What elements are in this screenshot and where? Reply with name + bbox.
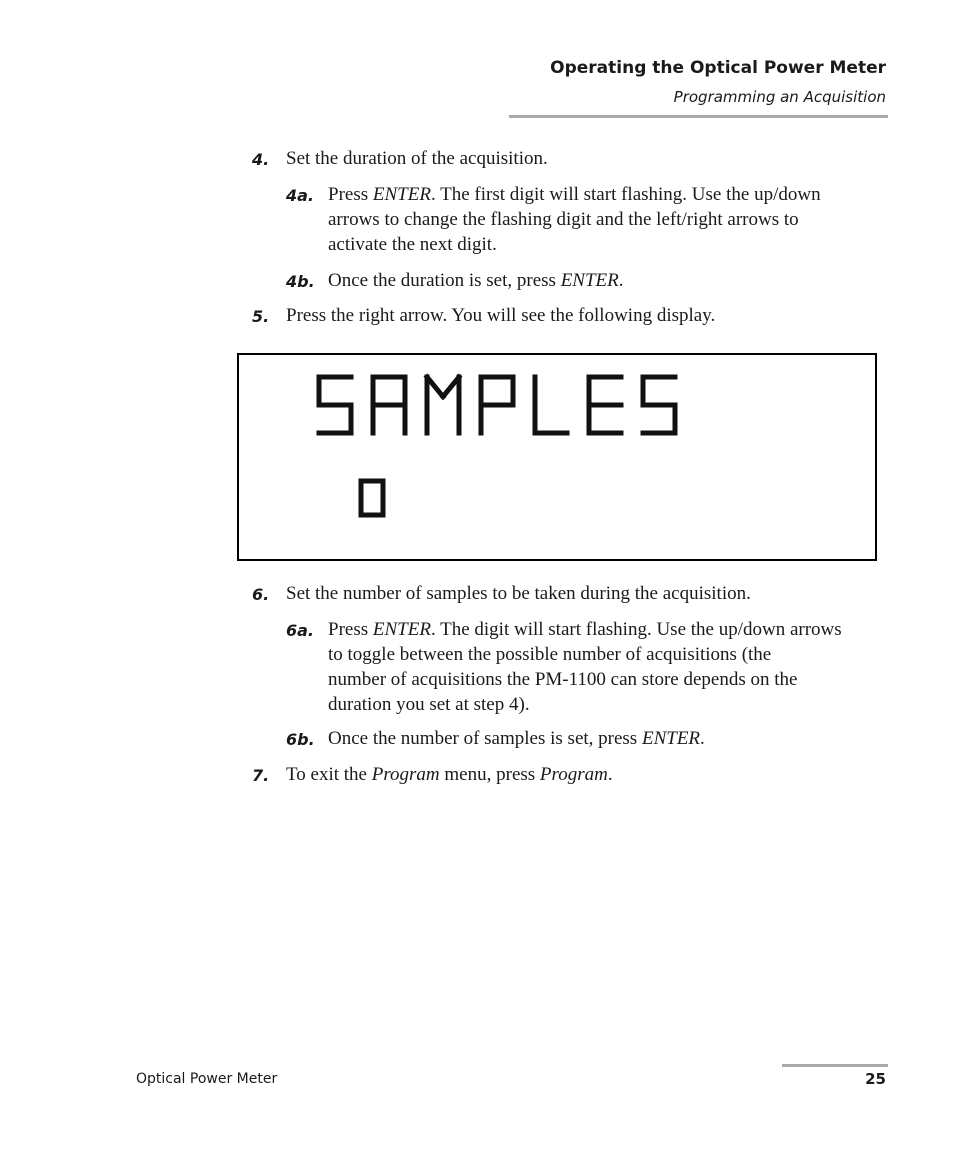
step-number: 7. (252, 766, 270, 785)
lcd-char-s (319, 377, 351, 433)
page-number: 25 (865, 1070, 886, 1088)
footer-rule (782, 1064, 888, 1067)
substep-text (328, 182, 821, 257)
lcd-char-p (481, 377, 513, 433)
substep-line: duration you set at step 4). (328, 694, 530, 715)
substep-line: Press ENTER. The digit will start flashing. Use the up/down arrows (328, 619, 842, 640)
menu-name: Program (371, 764, 440, 785)
step-text: Press the right arrow. You will see the following display. (286, 305, 716, 326)
substep-number: 4b. (286, 272, 315, 291)
lcd-char-e (589, 377, 621, 433)
lcd-char-zero (361, 481, 383, 515)
substep-text (328, 617, 842, 717)
substep-number: 6b. (286, 730, 315, 749)
step-number: 5. (252, 307, 270, 326)
running-header-title: Operating the Optical Power Meter (550, 58, 886, 78)
footer-product: Optical Power Meter (136, 1071, 278, 1087)
running-header-subtitle: Programming an Acquisition (673, 88, 886, 106)
header-rule (509, 115, 888, 118)
step-text: Set the number of samples to be taken during the acquisition. (286, 583, 751, 604)
substep-line: Press ENTER. The first digit will start flashing. Use the up/down (328, 184, 821, 205)
key-name: ENTER (560, 270, 619, 291)
substep-text: Once the duration is set, press ENTER. (328, 270, 624, 291)
substep-line: activate the next digit. (328, 234, 497, 255)
key-name: ENTER (372, 619, 431, 640)
substep-number: 4a. (286, 186, 315, 205)
step-text: Set the duration of the acquisition. (286, 148, 548, 169)
substep-line: to toggle between the possible number of acquisitions (the (328, 644, 772, 665)
lcd-char-l (535, 377, 567, 433)
substep-text: Once the number of samples is set, press ENTER. (328, 728, 705, 749)
lcd-char-m (427, 377, 459, 433)
substep-number: 6a. (286, 621, 315, 640)
lcd-display (237, 353, 877, 561)
step-number: 6. (252, 585, 270, 604)
key-name: ENTER (372, 184, 431, 205)
key-name: Program (539, 764, 608, 785)
lcd-char-a (373, 377, 405, 433)
lcd-char-s (643, 377, 675, 433)
step-number: 4. (252, 150, 270, 169)
lcd-segments (239, 355, 875, 559)
step-text: To exit the Program menu, press Program. (286, 764, 613, 785)
substep-line: arrows to change the flashing digit and the left/right arrows to (328, 209, 799, 230)
key-name: ENTER (641, 728, 701, 749)
substep-line: number of acquisitions the PM-1100 can store depends on the (328, 669, 798, 690)
